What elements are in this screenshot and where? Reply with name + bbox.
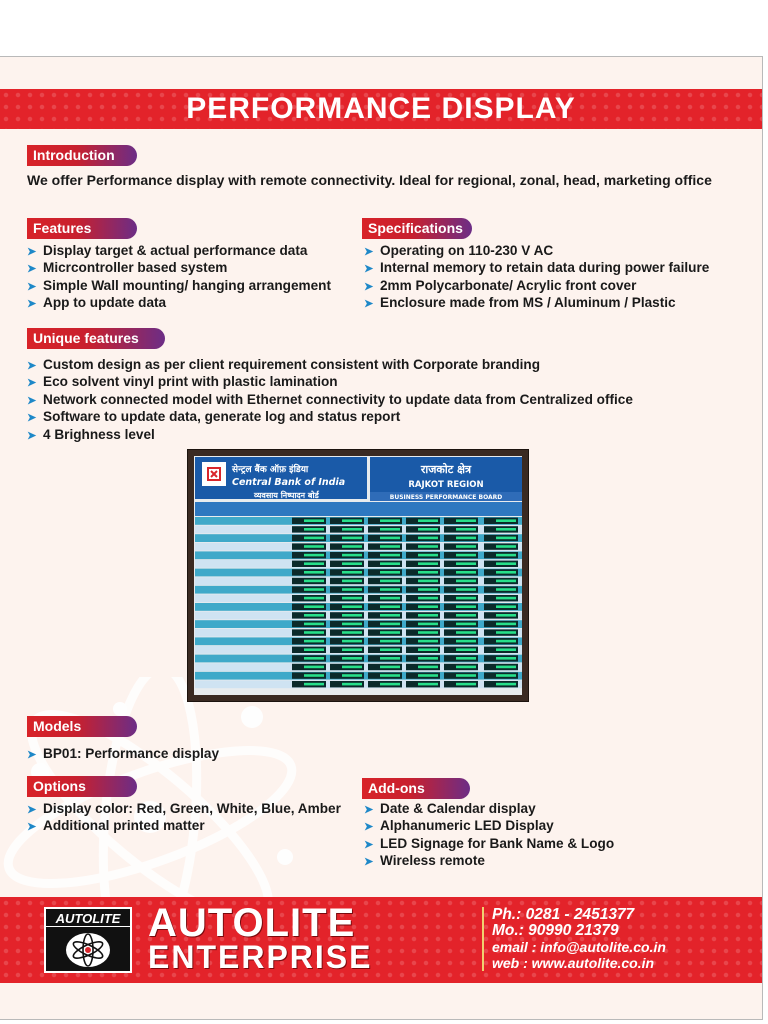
board-led-digits <box>418 631 438 634</box>
board-led-digits <box>456 683 476 686</box>
arrow-right-icon: ➤ <box>27 280 37 293</box>
specifications-tag: Specifications <box>362 218 472 239</box>
options-tag: Options <box>27 776 137 797</box>
board-led-digits <box>418 580 438 583</box>
board-led-digits <box>418 588 438 591</box>
board-led-digits <box>418 640 438 643</box>
board-led-digits <box>496 580 516 583</box>
board-led-digits <box>380 605 400 608</box>
list-item: ➤ Simple Wall mounting/ hanging arrangement <box>27 277 331 294</box>
board-led-digits <box>304 554 324 557</box>
board-led-digits <box>342 640 362 643</box>
board-led-digits <box>380 597 400 600</box>
board-led-digits <box>418 657 438 660</box>
board-led-digits <box>456 666 476 669</box>
board-led-digits <box>304 657 324 660</box>
footer-band <box>0 897 762 983</box>
list-item: ➤ Date & Calendar display <box>364 800 614 817</box>
board-led-digits <box>304 683 324 686</box>
board-led-digits <box>496 571 516 574</box>
board-led-digits <box>456 554 476 557</box>
list-item: ➤ App to update data <box>27 294 331 311</box>
board-led-digits <box>304 571 324 574</box>
board-led-digits <box>342 554 362 557</box>
models-tag: Models <box>27 716 137 737</box>
board-led-digits <box>456 623 476 626</box>
board-led-digits <box>456 580 476 583</box>
board-led-digits <box>456 605 476 608</box>
board-led-digits <box>456 648 476 651</box>
board-led-digits <box>380 631 400 634</box>
board-led-digits <box>304 562 324 565</box>
board-led-digits <box>418 562 438 565</box>
board-led-digits <box>380 580 400 583</box>
title-band <box>0 89 762 129</box>
board-led-digits <box>304 614 324 617</box>
board-led-digits <box>342 588 362 591</box>
brand-subtitle: ENTERPRISE <box>148 939 373 975</box>
board-title-hi: व्यवसाय निष्पादन बोर्ड <box>254 491 319 500</box>
board-led-digits <box>304 580 324 583</box>
list-item: ➤ LED Signage for Bank Name & Logo <box>364 835 614 852</box>
board-led-digits <box>496 648 516 651</box>
arrow-right-icon: ➤ <box>364 246 374 258</box>
board-led-digits <box>380 537 400 540</box>
addons-tag: Add-ons <box>362 778 470 799</box>
arrow-right-icon: ➤ <box>364 280 374 293</box>
performance-board-photo <box>187 449 529 702</box>
board-led-digits <box>342 528 362 531</box>
board-led-digits <box>380 623 400 626</box>
board-led-digits <box>342 631 362 634</box>
contact-block <box>482 907 666 971</box>
arrow-right-icon: ➤ <box>364 263 374 276</box>
introduction-text: We offer Performance display with remote connectivity. Ideal for regional, zonal, head, marketing office <box>27 172 712 188</box>
board-led-digits <box>380 554 400 557</box>
board-led-digits <box>380 614 400 617</box>
board-led-digits <box>304 666 324 669</box>
board-led-digits <box>456 657 476 660</box>
board-graphic <box>194 456 524 697</box>
list-item: ➤ BP01: Performance display <box>27 745 219 762</box>
board-led-digits <box>418 623 438 626</box>
unique-features-tag: Unique features <box>27 328 165 349</box>
board-led-digits <box>496 614 516 617</box>
board-led-digits <box>418 537 438 540</box>
unique-features-list <box>27 356 633 443</box>
board-led-digits <box>380 657 400 660</box>
board-led-digits <box>418 648 438 651</box>
board-led-digits <box>496 597 516 600</box>
board-led-digits <box>496 528 516 531</box>
board-led-digits <box>418 614 438 617</box>
arrow-right-icon: ➤ <box>27 298 37 311</box>
board-led-digits <box>380 674 400 677</box>
board-led-digits <box>342 605 362 608</box>
board-led-digits <box>380 545 400 548</box>
board-led-digits <box>380 588 400 591</box>
board-led-digits <box>342 519 362 522</box>
board-led-digits <box>380 562 400 565</box>
email-link[interactable]: email : info@autolite.co.in <box>492 939 666 955</box>
board-led-digits <box>456 571 476 574</box>
features-tag: Features <box>27 218 137 239</box>
board-led-digits <box>342 562 362 565</box>
board-led-digits <box>342 657 362 660</box>
arrow-right-icon: ➤ <box>27 429 37 442</box>
board-led-digits <box>418 666 438 669</box>
list-item: ➤ 4 Brighness level <box>27 426 633 443</box>
board-led-digits <box>304 588 324 591</box>
board-led-digits <box>304 640 324 643</box>
introduction-tag: Introduction <box>27 145 137 166</box>
board-title-en: BUSINESS PERFORMANCE BOARD <box>389 494 503 501</box>
board-led-digits <box>342 545 362 548</box>
board-led-digits <box>418 605 438 608</box>
board-led-digits <box>342 674 362 677</box>
logo-text: AUTOLITE <box>46 911 130 927</box>
board-led-digits <box>456 528 476 531</box>
mobile-text: Mo.: 90990 21379 <box>492 922 619 939</box>
arrow-right-icon: ➤ <box>364 856 374 869</box>
arrow-right-icon: ➤ <box>364 838 374 851</box>
board-led-digits <box>418 571 438 574</box>
board-led-digits <box>418 554 438 557</box>
arrow-right-icon: ➤ <box>27 360 37 372</box>
board-led-digits <box>342 666 362 669</box>
board-bank-name-hi: सेन्ट्रल बैंक ऑफ़ इंडिया <box>232 465 309 475</box>
list-item: ➤ Micrcontroller based system <box>27 259 331 276</box>
autolite-logo <box>44 907 132 973</box>
board-face <box>194 456 522 695</box>
arrow-right-icon: ➤ <box>27 263 37 276</box>
board-led-digits <box>304 674 324 677</box>
board-led-digits <box>304 631 324 634</box>
board-led-digits <box>496 683 516 686</box>
board-led-digits <box>496 640 516 643</box>
board-led-digits <box>456 588 476 591</box>
board-led-digits <box>380 571 400 574</box>
models-list <box>27 745 219 762</box>
arrow-right-icon: ➤ <box>27 804 37 816</box>
list-item: ➤ Eco solvent vinyl print with plastic lamination <box>27 373 633 390</box>
board-led-digits <box>418 683 438 686</box>
board-led-digits <box>304 528 324 531</box>
board-bank-name-en: Central Bank of India <box>232 477 346 488</box>
board-led-digits <box>496 631 516 634</box>
addons-list <box>364 800 614 870</box>
board-led-digits <box>496 588 516 591</box>
board-region-en: RAJKOT REGION <box>408 480 484 490</box>
list-item: ➤ Operating on 110-230 V AC <box>364 242 709 259</box>
board-led-digits <box>496 554 516 557</box>
options-list <box>27 800 341 835</box>
arrow-right-icon: ➤ <box>364 804 374 816</box>
page-title: PERFORMANCE DISPLAY <box>186 92 576 125</box>
board-led-digits <box>342 648 362 651</box>
board-led-digits <box>380 648 400 651</box>
arrow-right-icon: ➤ <box>364 821 374 834</box>
list-item: ➤ 2mm Polycarbonate/ Acrylic front cover <box>364 277 709 294</box>
board-led-digits <box>496 519 516 522</box>
board-led-digits <box>496 623 516 626</box>
board-led-digits <box>418 528 438 531</box>
board-led-digits <box>456 537 476 540</box>
list-item: ➤ Wireless remote <box>364 852 614 869</box>
board-led-digits <box>342 683 362 686</box>
board-led-digits <box>456 597 476 600</box>
board-led-digits <box>380 640 400 643</box>
board-led-digits <box>342 597 362 600</box>
board-led-digits <box>304 597 324 600</box>
brochure-page <box>0 56 763 1020</box>
board-led-digits <box>342 623 362 626</box>
brand-name: AUTOLITE <box>148 901 356 945</box>
board-led-digits <box>380 666 400 669</box>
board-led-digits <box>496 537 516 540</box>
board-led-digits <box>304 648 324 651</box>
board-led-digits <box>496 666 516 669</box>
phone-text: Ph.: 0281 - 2451377 <box>492 906 635 923</box>
board-led-digits <box>418 545 438 548</box>
board-led-digits <box>456 631 476 634</box>
board-led-digits <box>380 528 400 531</box>
board-led-digits <box>496 674 516 677</box>
board-led-digits <box>304 537 324 540</box>
board-led-digits <box>304 623 324 626</box>
list-item: ➤ Custom design as per client requirement consistent with Corporate branding <box>27 356 633 373</box>
arrow-right-icon: ➤ <box>364 298 374 311</box>
board-led-digits <box>380 519 400 522</box>
arrow-right-icon: ➤ <box>27 412 37 425</box>
board-led-digits <box>456 519 476 522</box>
board-led-digits <box>456 640 476 643</box>
website-link[interactable]: web : www.autolite.co.in <box>492 955 655 971</box>
list-item: ➤ Enclosure made from MS / Aluminum / Plastic <box>364 294 709 311</box>
features-list <box>27 242 331 312</box>
arrow-right-icon: ➤ <box>27 821 37 834</box>
board-led-digits <box>418 519 438 522</box>
list-item: ➤ Network connected model with Ethernet connectivity to update data from Centralized office <box>27 391 633 408</box>
list-item: ➤ Internal memory to retain data during power failure <box>364 259 709 276</box>
arrow-right-icon: ➤ <box>27 749 37 761</box>
board-region-hi: राजकोट क्षेत्र <box>420 463 472 476</box>
board-led-digits <box>456 545 476 548</box>
list-item: ➤ Software to update data, generate log and status report <box>27 408 633 425</box>
specifications-list <box>364 242 709 312</box>
board-led-digits <box>496 545 516 548</box>
board-led-digits <box>496 562 516 565</box>
board-led-digits <box>456 614 476 617</box>
board-led-digits <box>304 545 324 548</box>
board-led-digits <box>342 571 362 574</box>
board-led-digits <box>418 597 438 600</box>
list-item: ➤ Alphanumeric LED Display <box>364 817 614 834</box>
arrow-right-icon: ➤ <box>27 394 37 407</box>
board-led-digits <box>496 605 516 608</box>
board-led-digits <box>304 605 324 608</box>
board-led-digits <box>496 657 516 660</box>
board-led-digits <box>304 519 324 522</box>
board-led-digits <box>456 562 476 565</box>
board-led-digits <box>456 674 476 677</box>
arrow-right-icon: ➤ <box>27 377 37 390</box>
list-item: ➤ Display target & actual performance data <box>27 242 331 259</box>
board-led-digits <box>342 580 362 583</box>
atom-logo-icon <box>65 931 111 969</box>
list-item: ➤ Additional printed matter <box>27 817 341 834</box>
arrow-right-icon: ➤ <box>27 246 37 258</box>
board-led-digits <box>342 537 362 540</box>
board-led-digits <box>418 674 438 677</box>
list-item: ➤ Display color: Red, Green, White, Blue, Amber <box>27 800 341 817</box>
board-led-digits <box>380 683 400 686</box>
board-led-digits <box>342 614 362 617</box>
